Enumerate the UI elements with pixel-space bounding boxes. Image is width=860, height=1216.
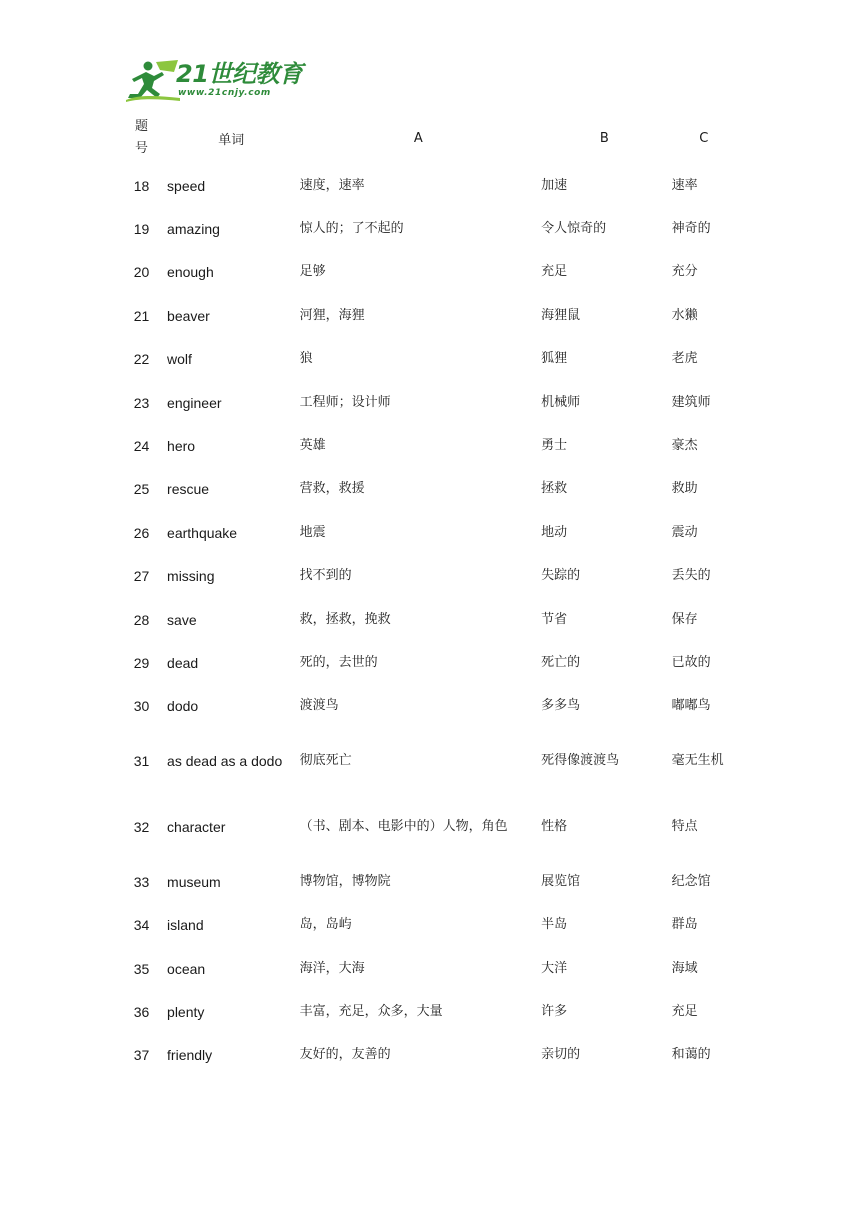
table-row [118, 728, 738, 794]
row-option-b: 地动 [541, 524, 568, 540]
row-option-c: 充足 [671, 1003, 698, 1019]
row-number: 34 [133, 917, 150, 934]
row-option-a: 友好的，友善的 [299, 1047, 391, 1063]
table-row [118, 990, 738, 1033]
table-row [118, 251, 738, 294]
row-option-b: 狐狸 [541, 351, 568, 367]
row-option-c: 嘟嘟鸟 [671, 698, 711, 714]
row-option-c: 海域 [671, 960, 698, 976]
row-option-a: 河狸，海狸 [299, 307, 365, 323]
row-option-a: 海洋，大海 [299, 960, 365, 976]
row-word: save [167, 611, 197, 628]
row-number: 18 [133, 177, 150, 194]
table-row [118, 468, 738, 511]
row-number: 25 [133, 481, 150, 498]
row-number: 20 [133, 264, 150, 281]
row-option-c: 救助 [671, 481, 698, 497]
table-row [118, 511, 738, 554]
logo-url: www.21cnjy.com [178, 88, 271, 98]
table-row [118, 294, 738, 337]
row-word: as dead as a dodo [167, 753, 283, 770]
row-word: rescue [167, 481, 210, 498]
running-figure-icon [126, 58, 180, 102]
table-row [118, 1034, 738, 1077]
table-row [118, 207, 738, 250]
row-option-b: 海狸鼠 [541, 307, 581, 323]
row-option-a: 英雄 [299, 438, 326, 454]
table-row [118, 424, 738, 467]
table-row [118, 555, 738, 598]
row-option-c: 群岛 [671, 917, 698, 933]
row-number: 24 [133, 438, 150, 455]
row-number: 26 [133, 524, 150, 541]
row-option-a: 博物馆，博物院 [299, 873, 391, 889]
row-option-c: 神奇的 [671, 221, 711, 237]
row-option-b: 展览馆 [541, 873, 581, 889]
row-option-b: 性格 [541, 819, 568, 835]
table-row [118, 598, 738, 641]
row-word: museum [167, 873, 221, 890]
row-option-a: 丰富，充足，众多，大量 [299, 1003, 443, 1019]
row-word: engineer [167, 394, 222, 411]
logo-title: 21世纪教育 [176, 60, 303, 88]
row-option-c: 速率 [671, 177, 698, 193]
header-option-c: C [699, 130, 709, 146]
site-logo [126, 58, 303, 104]
table-row [118, 794, 738, 860]
header-number-label: 题号 [135, 119, 149, 156]
row-option-c: 毫无生机 [671, 753, 724, 769]
row-option-c: 纪念馆 [671, 873, 711, 889]
row-option-c: 特点 [671, 819, 698, 835]
row-option-a: 地震 [299, 524, 326, 540]
header-option-b: B [599, 130, 609, 146]
row-option-a: 找不到的 [299, 568, 352, 584]
row-option-a: 足够 [299, 264, 326, 280]
header-word: 单词 [218, 132, 245, 148]
table-row [118, 338, 738, 381]
row-option-a: 速度，速率 [299, 177, 365, 193]
table-body [118, 164, 738, 1077]
row-number: 37 [133, 1047, 150, 1064]
row-word: hero [167, 438, 196, 455]
row-option-a: 救，拯救，挽救 [299, 611, 391, 627]
row-word: island [167, 917, 204, 934]
row-number: 35 [133, 960, 150, 977]
table-row [118, 381, 738, 424]
row-option-b: 半岛 [541, 917, 568, 933]
row-option-c: 水獭 [671, 307, 698, 323]
row-number: 29 [133, 654, 150, 671]
table-row [118, 641, 738, 684]
table-row [118, 685, 738, 728]
row-option-c: 建筑师 [671, 394, 711, 410]
row-word: speed [167, 177, 206, 194]
row-word: ocean [167, 960, 206, 977]
row-word: beaver [167, 307, 210, 324]
row-option-c: 已故的 [671, 654, 711, 670]
row-word: enough [167, 264, 214, 281]
row-number: 27 [133, 568, 150, 585]
row-number: 30 [133, 698, 150, 715]
row-word: dodo [167, 698, 199, 715]
row-option-c: 老虎 [671, 351, 698, 367]
row-option-b: 机械师 [541, 394, 581, 410]
row-number: 32 [133, 819, 150, 836]
vocabulary-table [118, 112, 738, 1077]
row-option-b: 充足 [541, 264, 568, 280]
row-option-a: 渡渡鸟 [299, 698, 339, 714]
header-number [118, 112, 165, 164]
table-row [118, 164, 738, 207]
header-option-a: A [413, 130, 423, 146]
row-number: 36 [133, 1003, 150, 1020]
table-row [118, 903, 738, 946]
row-option-a: （书、剧本、电影中的）人物，角色 [299, 819, 508, 835]
row-option-b: 死亡的 [541, 654, 581, 670]
row-option-c: 和蔼的 [671, 1047, 711, 1063]
row-word: character [167, 819, 226, 836]
row-word: dead [167, 654, 199, 671]
row-option-a: 惊人的；了不起的 [299, 221, 404, 237]
row-option-b: 许多 [541, 1003, 568, 1019]
row-option-b: 亲切的 [541, 1047, 581, 1063]
row-option-b: 勇士 [541, 438, 568, 454]
row-option-b: 拯救 [541, 481, 568, 497]
row-option-b: 令人惊奇的 [541, 221, 607, 237]
row-number: 23 [133, 394, 150, 411]
row-number: 28 [133, 611, 150, 628]
row-word: wolf [167, 351, 192, 368]
row-option-b: 失踪的 [541, 568, 581, 584]
row-number: 21 [133, 307, 150, 324]
row-option-b: 大洋 [541, 960, 568, 976]
row-option-a: 营救，救援 [299, 481, 365, 497]
row-option-c: 保存 [671, 611, 698, 627]
row-option-c: 震动 [671, 524, 698, 540]
row-word: friendly [167, 1047, 213, 1064]
table-header-row [118, 112, 738, 164]
row-number: 22 [133, 351, 150, 368]
row-number: 19 [133, 221, 150, 238]
row-word: earthquake [167, 524, 238, 541]
row-option-c: 充分 [671, 264, 698, 280]
row-word: plenty [167, 1003, 205, 1020]
row-option-b: 死得像渡渡鸟 [541, 753, 620, 769]
row-word: missing [167, 568, 215, 585]
row-word: amazing [167, 221, 220, 238]
table-row [118, 860, 738, 903]
row-option-a: 彻底死亡 [299, 753, 352, 769]
row-option-b: 多多鸟 [541, 698, 581, 714]
row-option-b: 节省 [541, 611, 568, 627]
row-option-c: 丢失的 [671, 568, 711, 584]
row-option-a: 死的，去世的 [299, 654, 378, 670]
row-option-b: 加速 [541, 177, 568, 193]
row-option-c: 豪杰 [671, 438, 698, 454]
row-option-a: 岛，岛屿 [299, 917, 352, 933]
row-option-a: 狼 [299, 351, 313, 367]
row-number: 31 [133, 753, 150, 770]
table-row [118, 947, 738, 990]
row-option-a: 工程师；设计师 [299, 394, 391, 410]
row-number: 33 [133, 873, 150, 890]
